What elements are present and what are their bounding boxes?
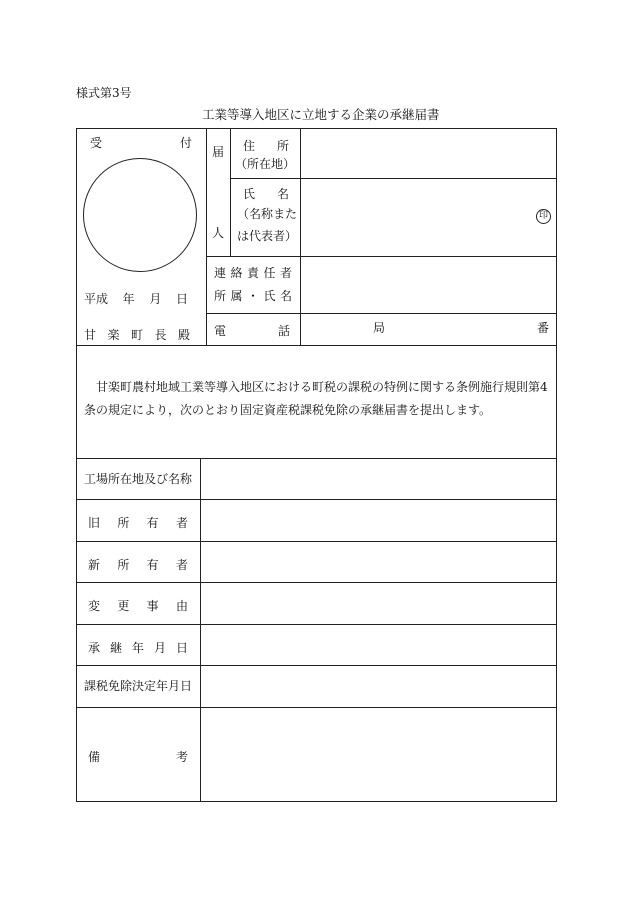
name-label: 氏 名 xyxy=(243,187,289,201)
address-field[interactable] xyxy=(301,129,556,178)
statement-line-1: 甘楽町農村地域工業等導入地区における町税の課税の特例に関する条例施行規則第4 xyxy=(96,380,548,394)
line-top-section-bottom xyxy=(76,345,557,346)
phone-ban-label: 番 xyxy=(537,321,550,335)
table-bottom xyxy=(76,801,557,802)
reception-stamp-circle xyxy=(83,158,197,272)
date-era: 平成 xyxy=(84,292,109,306)
contact-label-line1: 連 絡 責 任 者 xyxy=(214,266,292,280)
addressee: 甘 楽 町 長 殿 xyxy=(84,328,190,342)
field-change-reason[interactable] xyxy=(201,583,556,624)
frame-right xyxy=(556,128,557,802)
field-former-owner[interactable] xyxy=(201,500,556,541)
notifier-label-top: 届 xyxy=(212,145,225,159)
phone-field[interactable] xyxy=(301,314,556,345)
row-label-exemption-date: 課税免除決定年月日 xyxy=(84,679,193,693)
phone-kyoku-label: 局 xyxy=(373,321,386,335)
address-label: 住 所 xyxy=(243,139,289,153)
field-exemption-date[interactable] xyxy=(201,666,556,707)
row-label-remarks: 備 考 xyxy=(88,750,188,764)
phone-label: 電 話 xyxy=(214,324,290,338)
row-label-new-owner: 新 所 有 者 xyxy=(88,558,188,572)
seal-mark: 印 xyxy=(536,209,551,224)
contact-field[interactable] xyxy=(301,257,556,313)
field-succession-date[interactable] xyxy=(201,625,556,665)
form-number: 様式第3号 xyxy=(76,86,132,100)
row-label-succession-date: 承 継 年 月 日 xyxy=(88,641,188,655)
contact-label-line2: 所 属 ・ 氏 名 xyxy=(214,289,292,303)
address-sublabel: （所在地） xyxy=(235,157,296,171)
date-month: 月 xyxy=(149,292,162,306)
field-remarks[interactable] xyxy=(201,708,556,801)
date-year: 年 xyxy=(122,292,135,306)
statement-line-2: 条の規定により，次のとおり固定資産税課税免除の承継届書を提出します。 xyxy=(84,403,492,417)
field-factory[interactable] xyxy=(201,459,556,499)
name-field[interactable] xyxy=(301,179,556,256)
date-day: 日 xyxy=(175,292,188,306)
row-label-factory: 工場所在地及び名称 xyxy=(84,472,193,486)
divider-notifier-label xyxy=(230,128,231,256)
reception-date xyxy=(84,290,188,307)
reception-tsuke: 付 xyxy=(180,136,193,150)
form-title: 工業等導入地区に立地する企業の承継届書 xyxy=(202,107,440,122)
frame-left xyxy=(76,128,77,802)
name-sublabel-1: （名称また xyxy=(237,207,298,221)
row-label-change-reason: 変 更 事 由 xyxy=(88,599,188,613)
reception-uke: 受 xyxy=(90,136,103,150)
name-sublabel-2: は代表者） xyxy=(237,229,298,243)
notifier-label-bottom: 人 xyxy=(212,226,225,240)
row-label-former-owner: 旧 所 有 者 xyxy=(88,516,188,530)
field-new-owner[interactable] xyxy=(201,542,556,582)
